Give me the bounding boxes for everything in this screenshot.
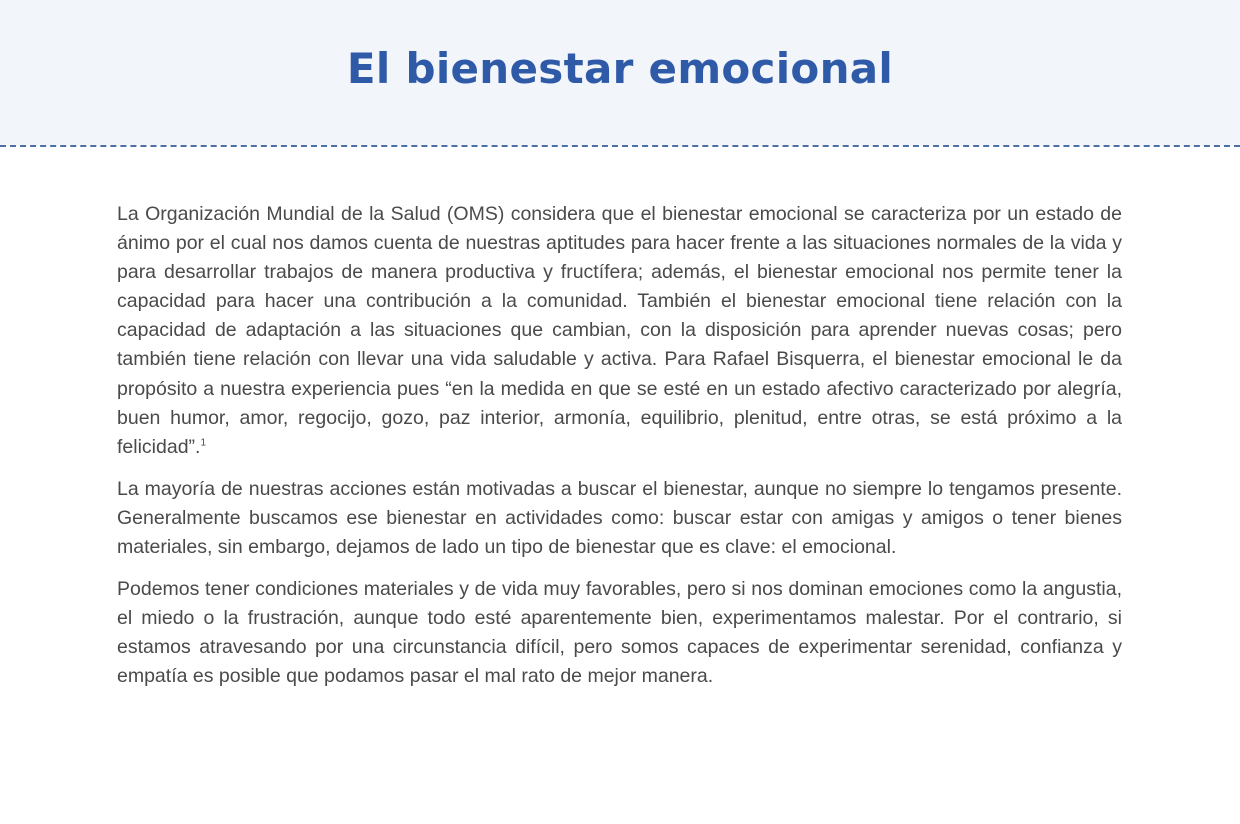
paragraph-2: La mayoría de nuestras acciones están motivadas a buscar el bienestar, aunque no siempre lo tengamos presente. Generalmente buscamos ese bienestar en actividades como: buscar estar con amigas y amigos o tener bienes materiales, sin embargo, dejamos de lado un tipo de bienestar que es clave: el emocional. (117, 477, 1122, 559)
paragraph-3: Podemos tener condiciones materiales y de vida muy favorables, pero si nos dominan emociones como la angustia, el miedo o la frustración, aunque todo esté aparentemente bien, experimentamos malestar. Por el contrario, si estamos atravesando por una circunstancia difícil, pero somos capaces de experimentar serenidad, confianza y empatía es posible que podamos pasar el mal rato de mejor manera. (117, 578, 1122, 688)
footnote-marker[interactable]: 1 (200, 437, 207, 449)
page-header (0, 0, 1240, 146)
paragraph-1-text: La Organización Mundial de la Salud (OMS) considera que el bienestar emocional se caracteriza por un estado de ánimo por el cual nos damos cuenta de nuestras aptitudes para hacer frente a las situaciones normales de la vida y para desarrollar trabajos de manera productiva y fructífera; además, el bienestar emocional nos permite tener la capacidad para hacer una contribución a la comunidad. También el bienestar emocional tiene relación con la capacidad de adaptación a las situaciones que cambian, con la disposición para aprender nuevas cosas; pero también tiene relación con llevar una vida saludable y activa. Para Rafael Bisquerra, el bienestar emocional le da propósito a nuestra experiencia pues “en la medida en que se esté en un estado afectivo caracterizado por alegría, buen humor, amor, regocijo, gozo, paz interior, armonía, equilibrio, plenitud, entre otras, se está próximo a la felicidad”. (117, 203, 1122, 458)
page-title: El bienestar emocional (346, 44, 894, 93)
article-body (117, 200, 1122, 705)
dashed-divider (0, 145, 1240, 147)
paragraph-1 (117, 200, 1122, 462)
